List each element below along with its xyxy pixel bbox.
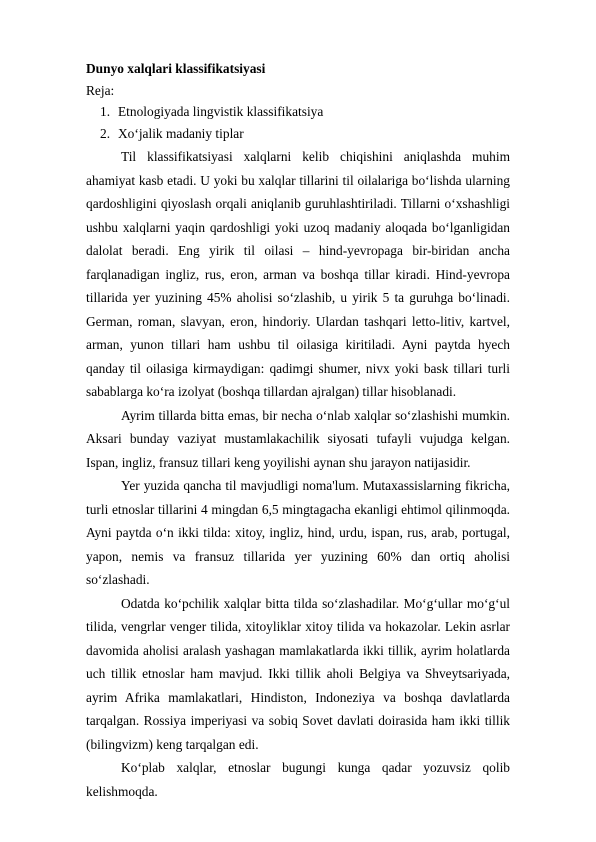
plan-item-text: Xo‘jalik madaniy tiplar xyxy=(118,126,244,141)
document-body xyxy=(86,57,510,803)
plan-label: Reja: xyxy=(86,83,115,98)
paragraph-bilingualism: Odatda ko‘pchilik xalqlar bitta tilda so‘zlashadilar. Mo‘g‘ullar mo‘g‘ul tilida, vengrlar venger tilida, xitoyliklar xitoy tilida va hokazolar. Lekin asrlar davomida aholisi aralash yashagan mamlakatlarda ikki tillik, ayrim holatlarda uch tillik etnoslar ham mavjud. Ikki tillik aholi Belgiya va Shveytsariyada, ayrim Afrika mamlakatlari, Hindiston, Indoneziya va boshqa davlatlarda tarqalgan. Rossiya imperiyasi va sobiq Sovet davlati doirasida ham ikki tillik (bilingvizm) keng tarqalgan edi. xyxy=(86,595,510,752)
paragraph-language-count: Yer yuzida qancha til mavjudligi noma'lum. Mutaxassislarning fikricha, turli etnoslar tillarini 4 mingdan 6,5 mingtagacha ekanligi ehtimol qilinmoqda. Ayni paytda o‘n ikki tilda: xitoy, ingliz, hind, urdu, ispan, rus, arab, portugal, yapon, nemis va fransuz tillarida yer yuzining 60% dan ortiq aholisi so‘zlashadi. xyxy=(86,478,510,587)
plan-item-number: 2. xyxy=(100,126,111,141)
plan-list xyxy=(86,101,510,145)
paragraph-language-classification: Til klassifikatsiyasi xalqlarni kelib chiqishini aniqlashda muhim ahamiyat kasb etadi. U yoki bu xalqlar tillarini til oilalariga bo‘lishda ularning qardoshligini qiyoslash orqali aniqlanib guruhlashtiriladi. Tillarni o‘xshashligi ushbu xalqlarni yaqin qardoshligi yoki uzoq madaniy aloqada bo‘lganligidan dalolat beradi. Eng yirik til oilasi – hind-yevropaga bir-biridan ancha farqlanadigan ingliz, rus, eron, arman va boshqa tillar kiradi. Hind-yevropa tillarida yer yuzining 45% aholisi so‘zlashib, u yirik 5 ta guruhga bo‘linadi. German, roman, slavyan, eron, hindoriy. Ulardan tashqari letto-litiv, kartvel, arman, yunon tillari ham ushbu til oilasiga kiritiladi. Ayni paytda hyech qanday til oilasiga kirmaydigan: qadimgi shumer, nivx yoki bask tillari turli sabablarga ko‘ra izolyat (boshqa tillardan ajralgan) tillar hisoblanadi. xyxy=(86,149,510,399)
document-title: Dunyo xalqlari klassifikatsiyasi xyxy=(86,61,266,76)
plan-item-text: Etnologiyada lingvistik klassifikatsiya xyxy=(118,104,324,119)
plan-item xyxy=(86,101,510,123)
plan-item xyxy=(86,123,510,145)
paragraph-colonial-languages: Ayrim tillarda bitta emas, bir necha o‘nlab xalqlar so‘zlashishi mumkin. Aksari bunday vaziyat mustamlakachilik siyosati tufayli vujudga kelgan. Ispan, ingliz, fransuz tillari keng yoyilishi aynan shu jarayon natijasidir. xyxy=(86,407,510,470)
plan-item-number: 1. xyxy=(100,104,111,119)
paragraph-unwritten-peoples: Ko‘plab xalqlar, etnoslar bugungi kunga qadar yozuvsiz qolib kelishmoqda. xyxy=(86,760,510,799)
